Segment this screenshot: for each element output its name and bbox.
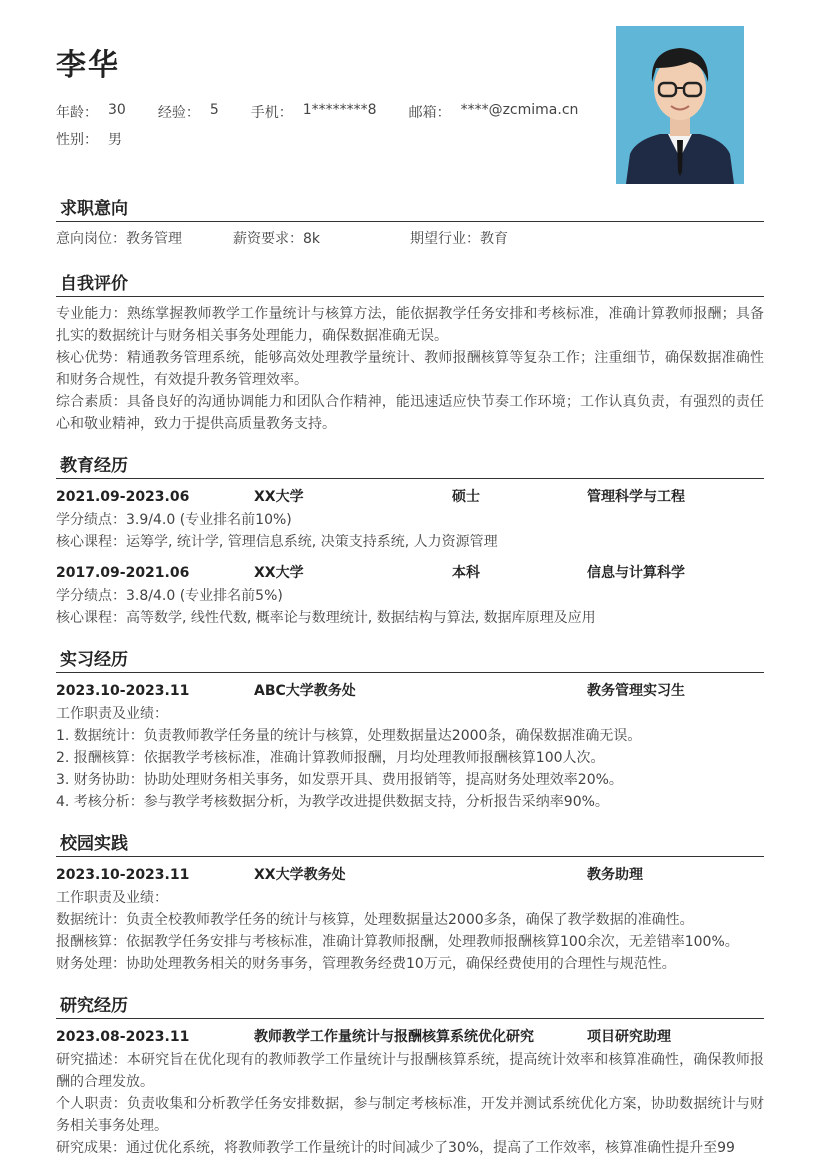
intent-industry: 期望行业：教育: [410, 231, 508, 247]
internship-org: ABC大学教务处: [254, 683, 356, 699]
age-item: [56, 102, 126, 122]
phone-value: 1********8: [302, 102, 377, 118]
research-title: 研究经历: [56, 993, 764, 1019]
age-value: 30: [108, 102, 126, 118]
phone-label: 手机：: [250, 105, 293, 121]
campus-date: 2023.10-2023.11: [56, 867, 190, 883]
campus-title: 校园实践: [56, 831, 764, 857]
email-item: [409, 102, 579, 122]
research-para: 研究成果：通过优化系统，将教师教学工作量统计的时间减少了30%，提高了工作效率，核算准确性提升至99: [56, 1140, 735, 1156]
experience-item: [158, 102, 219, 122]
education-date: 2021.09-2023.06: [56, 489, 190, 505]
basic-info-row: [56, 102, 610, 122]
phone-item: [251, 102, 377, 122]
education-school: XX大学: [254, 489, 304, 505]
campus-role: 教务助理: [587, 867, 643, 883]
self-eval-para: 核心优势：精通教务管理系统，能够高效处理教学量统计、教师报酬核算等复杂工作；注重细节，确保数据准确性和财务合规性，有效提升教务管理效率。: [56, 350, 764, 388]
internship-line: 3. 财务协助：协助处理财务相关事务，如发票开具、费用报销等，提高财务处理效率20%。: [56, 772, 623, 788]
education-gpa: 学分绩点：3.9/4.0 (专业排名前10%): [56, 512, 292, 528]
education-date: 2017.09-2021.06: [56, 565, 190, 581]
campus-section: [56, 831, 764, 975]
internship-line: 1. 数据统计：负责教师教学任务量的统计与核算，处理数据量达2000条，确保数据准确无误。: [56, 728, 642, 744]
candidate-name: 李华: [56, 48, 120, 83]
experience-value: 5: [209, 102, 219, 118]
age-label: 年龄：: [56, 105, 98, 121]
internship-line: 2. 报酬核算：依据教学考核标准，准确计算教师报酬，月均处理教师报酬核算100人次。: [56, 750, 605, 766]
email-value: ****@zcmima.cn: [460, 102, 579, 118]
internship-line: 4. 考核分析：参与教学考核数据分析，为教学改进提供数据支持，分析报告采纳率90%。: [56, 794, 609, 810]
gender-row: [56, 129, 154, 149]
resume-header: [56, 0, 764, 192]
internship-role: 教务管理实习生: [587, 683, 685, 699]
intent-title: 求职意向: [56, 196, 764, 222]
gender-value: 男: [108, 132, 122, 148]
profile-photo: [616, 26, 744, 184]
education-courses: 核心课程：运筹学, 统计学, 管理信息系统, 决策支持系统, 人力资源管理: [56, 534, 498, 550]
self-eval-section: [56, 271, 764, 435]
internship-entry-header: [56, 679, 764, 703]
education-school: XX大学: [254, 565, 304, 581]
education-gpa: 学分绩点：3.8/4.0 (专业排名前5%): [56, 588, 283, 604]
research-entry-header: [56, 1025, 764, 1049]
research-para: 研究描述：本研究旨在优化现有的教师教学工作量统计与报酬核算系统，提高统计效率和核算准确性，确保教师报酬的合理发放。: [56, 1052, 764, 1090]
education-entry-header: [56, 561, 764, 585]
education-courses: 核心课程：高等数学, 线性代数, 概率论与数理统计, 数据结构与算法, 数据库原理及应用: [56, 610, 596, 626]
internship-section: [56, 647, 764, 813]
portrait-illustration: [616, 26, 744, 184]
education-entry-header: [56, 485, 764, 509]
internship-line: 工作职责及业绩：: [56, 706, 168, 722]
internship-title: 实习经历: [56, 647, 764, 673]
campus-line: 工作职责及业绩：: [56, 890, 168, 906]
education-title: 教育经历: [56, 453, 764, 479]
intent-position: 意向岗位：教务管理: [56, 231, 182, 247]
research-para: 个人职责：负责收集和分析教学任务安排数据，参与制定考核标准，开发并测试系统优化方案，协助数据统计与财务相关事务处理。: [56, 1096, 764, 1134]
education-major: 管理科学与工程: [587, 489, 685, 505]
self-eval-para: 专业能力：熟练掌握教师教学工作量统计与核算方法，能依据教学任务安排和考核标准，准确计算教师报酬；具备扎实的数据统计与财务相关事务处理能力，确保数据准确无误。: [56, 306, 764, 344]
research-date: 2023.08-2023.11: [56, 1029, 190, 1045]
internship-date: 2023.10-2023.11: [56, 683, 190, 699]
intent-section: [56, 196, 764, 250]
education-major: 信息与计算科学: [587, 565, 685, 581]
education-degree: 硕士: [452, 489, 480, 505]
campus-line: 数据统计：负责全校教师教学任务的统计与核算，处理数据量达2000多条，确保了教学数据的准确性。: [56, 912, 694, 928]
campus-entry-header: [56, 863, 764, 887]
campus-org: XX大学教务处: [254, 867, 346, 883]
gender-item: [56, 129, 122, 149]
education-degree: 本科: [452, 565, 480, 581]
campus-line: 报酬核算：依据教学任务安排与考核标准，准确计算教师报酬，处理教师报酬核算100余次，无差错率100%。: [56, 934, 739, 950]
self-eval-para: 综合素质：具备良好的沟通协调能力和团队合作精神，能迅速适应快节奏工作环境；工作认真负责，有强烈的责任心和敬业精神，致力于提供高质量教务支持。: [56, 394, 764, 432]
experience-label: 经验：: [157, 105, 200, 121]
self-eval-title: 自我评价: [56, 271, 764, 297]
intent-salary: 薪资要求：8k: [233, 231, 321, 247]
intent-row: [56, 228, 764, 250]
research-role: 项目研究助理: [587, 1029, 671, 1045]
gender-label: 性别：: [56, 132, 98, 148]
email-label: 邮箱：: [408, 105, 451, 121]
research-project: 教师教学工作量统计与报酬核算系统优化研究: [254, 1029, 534, 1045]
campus-line: 财务处理：协助处理教务相关的财务事务，管理教务经费10万元，确保经费使用的合理性与规范性。: [56, 956, 676, 972]
research-section: [56, 993, 764, 1159]
education-section: [56, 453, 764, 629]
